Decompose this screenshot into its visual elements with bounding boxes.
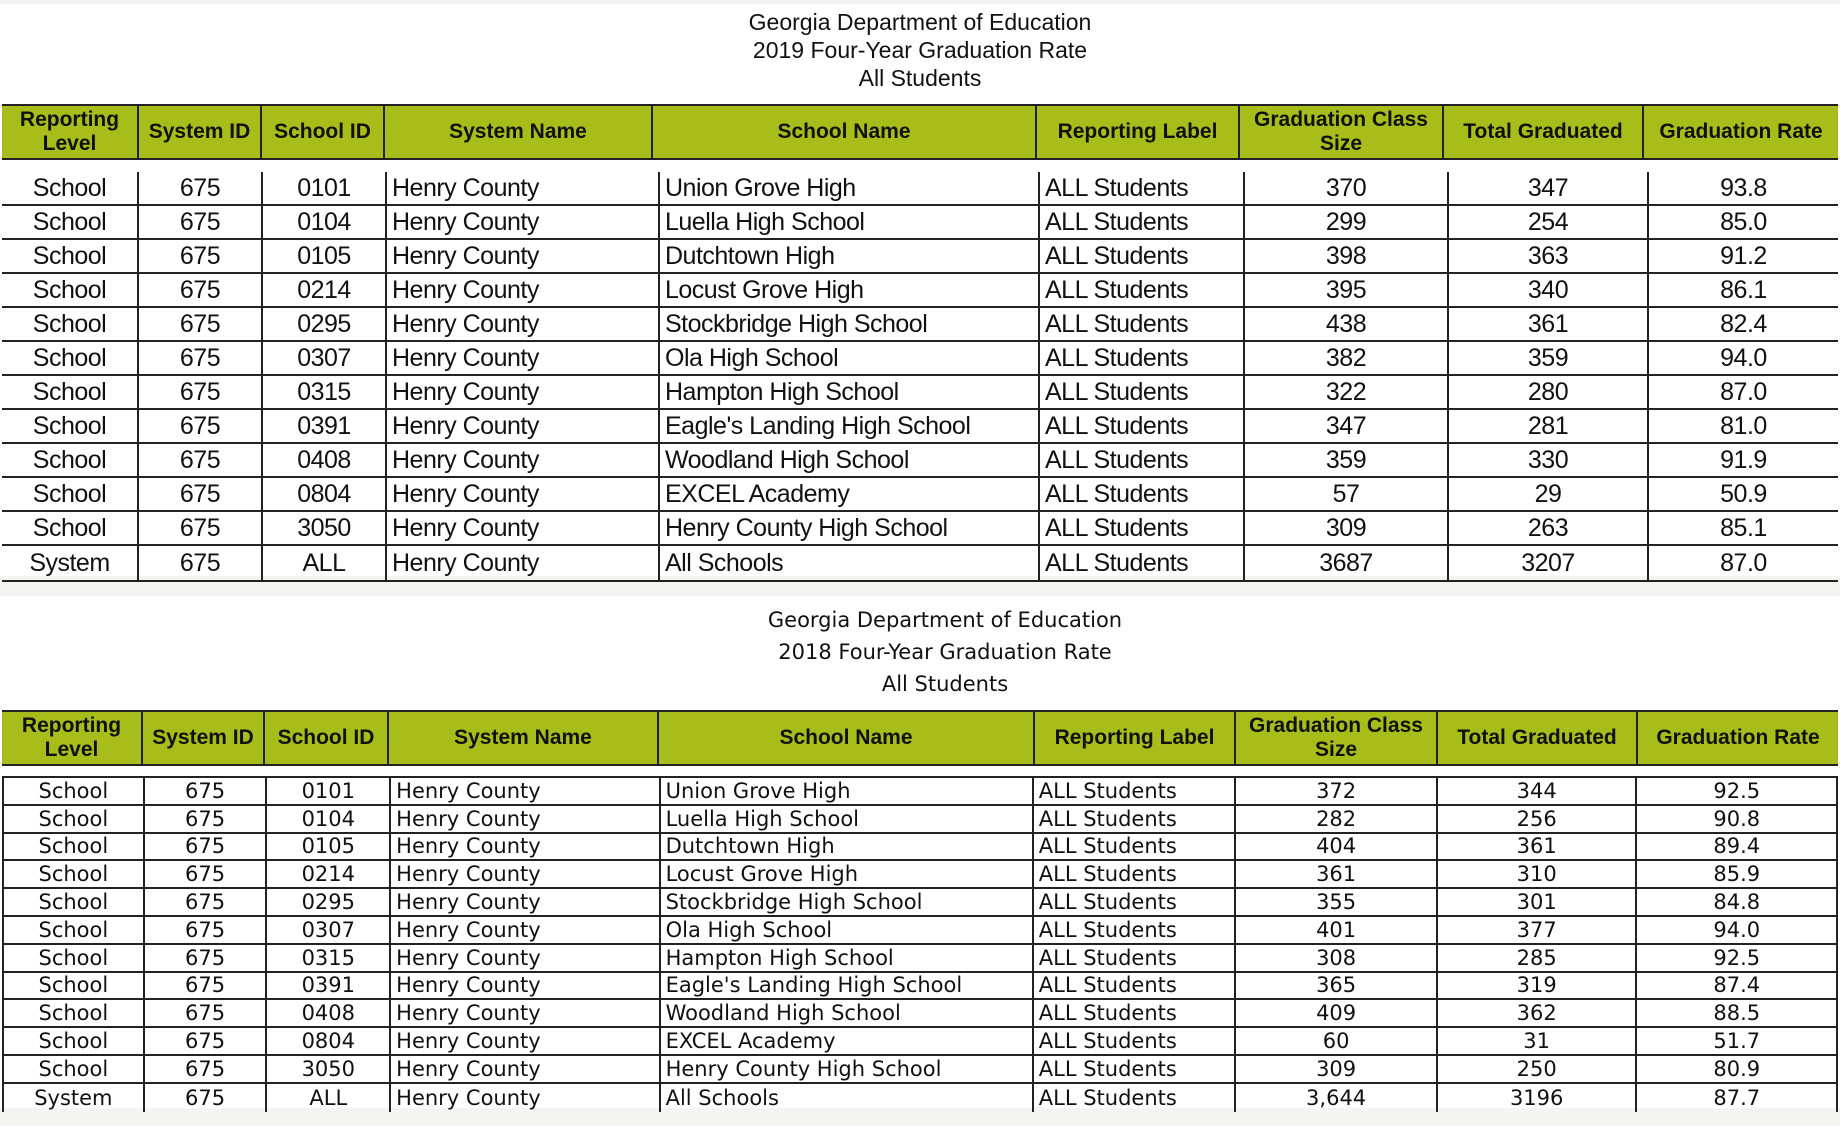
cell-school-id: 0105 [263,240,387,272]
cell-school-id: ALL [263,546,387,580]
cell-school-name: Stockbridge High School [660,308,1040,340]
cell-reporting-level: School [4,917,145,943]
cell-school-id: 0214 [263,274,387,306]
cell-reporting-level: School [2,308,139,340]
cell-school-name: Henry County High School [661,1056,1034,1082]
cell-school-name: Dutchtown High [661,834,1034,860]
cell-school-id: 0804 [267,1028,391,1054]
table-row [2,444,1838,478]
cell-system-id: 675 [145,973,268,999]
cell-graduation-rate: 86.1 [1720,275,1767,304]
cell-total-graduated: 263 [1449,512,1649,544]
cell-system-id: 675 [145,1000,268,1026]
cell-graduation-class-size: 309 [1245,512,1449,544]
table-row [2,240,1838,274]
table-row [4,806,1836,834]
cell-graduation-rate: 87.7 [1713,1085,1761,1110]
cell-school-name: Hampton High School [661,945,1034,971]
table-row [4,945,1836,973]
cell-graduation-class-size: 3,644 [1236,1084,1438,1112]
table-title-2018 [0,604,1840,700]
cell-graduation-class-size: 395 [1245,274,1449,306]
cell-school-id: 0315 [263,376,387,408]
cell-school-name: EXCEL Academy [661,1028,1034,1054]
cell-reporting-level: School [2,376,139,408]
cell-system-name: Henry County [391,917,660,943]
cell-system-id: 675 [139,376,263,408]
cell-system-name: Henry County [391,945,660,971]
column-header-school-id: School ID [262,106,385,158]
cell-system-id: 675 [145,806,268,832]
cell-graduation-class-size: 359 [1245,444,1449,476]
cell-reporting-level: School [2,410,139,442]
table-body [2,776,1838,1112]
cell-system-id: 675 [145,945,268,971]
header-row [2,104,1838,160]
cell-graduation-rate: 87.0 [1720,548,1767,577]
table-row [4,917,1836,945]
cell-reporting-level: System [2,546,139,580]
cell-school-name: Stockbridge High School [661,889,1034,915]
header-row [2,710,1838,766]
cell-reporting-label: ALL Students [1040,478,1245,510]
cell-graduation-rate: 94.0 [1720,343,1767,372]
cell-school-name: Hampton High School [660,376,1040,408]
cell-school-id: 0804 [263,478,387,510]
table-row [2,478,1838,512]
cell-total-graduated: 285 [1438,945,1638,971]
cell-total-graduated: 361 [1438,834,1638,860]
cell-system-name: Henry County [391,861,660,887]
cell-system-name: Henry County [387,274,660,306]
cell-total-graduated: 3196 [1438,1084,1638,1112]
cell-total-graduated: 281 [1449,410,1649,442]
cell-graduation-rate: 85.9 [1713,862,1761,887]
cell-graduation-class-size: 438 [1245,308,1449,340]
cell-reporting-level: School [4,834,145,860]
cell-reporting-label: ALL Students [1040,308,1245,340]
table-row [2,274,1838,308]
cell-graduation-class-size: 322 [1245,376,1449,408]
cell-school-name: Henry County High School [660,512,1040,544]
graduation-table-2018 [0,596,1840,1108]
cell-system-name: Henry County [387,444,660,476]
cell-system-id: 675 [145,1056,268,1082]
cell-reporting-level: School [4,973,145,999]
cell-reporting-label: ALL Students [1034,861,1237,887]
cell-system-id: 675 [145,1028,268,1054]
cell-total-graduated: 31 [1438,1028,1638,1054]
cell-total-graduated: 310 [1438,861,1638,887]
cell-graduation-class-size: 372 [1236,778,1438,804]
cell-school-id: 0105 [267,834,391,860]
cell-system-name: Henry County [387,376,660,408]
cell-total-graduated: 256 [1438,806,1638,832]
cell-school-id: 0295 [263,308,387,340]
cell-school-id: 0307 [263,342,387,374]
cell-graduation-class-size: 282 [1236,806,1438,832]
cell-reporting-level: School [4,889,145,915]
cell-system-name: Henry County [387,172,660,204]
cell-system-id: 675 [139,546,263,580]
cell-reporting-level: School [2,206,139,238]
cell-reporting-label: ALL Students [1040,240,1245,272]
cell-reporting-level: School [2,172,139,204]
cell-school-name: Union Grove High [661,778,1034,804]
cell-total-graduated: 363 [1449,240,1649,272]
column-header-school-name: School Name [659,712,1035,764]
table-row [4,1028,1836,1056]
cell-system-id: 675 [139,512,263,544]
cell-reporting-level: School [2,512,139,544]
cell-total-graduated: 377 [1438,917,1638,943]
cell-school-id: 3050 [263,512,387,544]
cell-graduation-rate: 89.4 [1713,834,1761,859]
cell-school-name: Ola High School [661,917,1034,943]
cell-graduation-rate: 87.4 [1713,973,1761,998]
cell-reporting-level: School [4,945,145,971]
cell-reporting-level: School [4,806,145,832]
cell-graduation-rate: 91.2 [1720,241,1767,270]
table-row [2,546,1838,580]
cell-system-name: Henry County [391,1084,660,1112]
cell-reporting-label: ALL Students [1034,1000,1237,1026]
table-body [2,172,1838,582]
cell-reporting-label: ALL Students [1040,172,1245,204]
cell-reporting-label: ALL Students [1034,1056,1237,1082]
cell-graduation-rate: 93.8 [1720,173,1767,202]
cell-system-name: Henry County [387,478,660,510]
cell-graduation-rate: 81.0 [1720,411,1767,440]
cell-school-id: 0315 [267,945,391,971]
cell-reporting-label: ALL Students [1034,917,1237,943]
table-row [4,778,1836,806]
cell-system-name: Henry County [387,410,660,442]
cell-school-id: 0307 [267,917,391,943]
cell-reporting-label: ALL Students [1040,274,1245,306]
cell-graduation-rate: 92.5 [1713,945,1761,970]
column-header-graduation-rate: Graduation Rate [1656,726,1820,749]
cell-system-id: 675 [145,889,268,915]
cell-total-graduated: 280 [1449,376,1649,408]
cell-school-id: 0104 [263,206,387,238]
cell-school-name: Luella High School [661,806,1034,832]
cell-graduation-class-size: 308 [1236,945,1438,971]
cell-system-id: 675 [139,410,263,442]
cell-reporting-level: School [4,1056,145,1082]
cell-school-name: All Schools [661,1084,1034,1112]
cell-graduation-class-size: 57 [1245,478,1449,510]
cell-total-graduated: 347 [1449,172,1649,204]
cell-reporting-label: ALL Students [1034,889,1237,915]
cell-total-graduated: 3207 [1449,546,1649,580]
cell-reporting-label: ALL Students [1034,973,1237,999]
table-row [2,206,1838,240]
cell-graduation-class-size: 365 [1236,973,1438,999]
cell-total-graduated: 361 [1449,308,1649,340]
cell-school-id: 0408 [267,1000,391,1026]
cell-school-id: 0104 [267,806,391,832]
cell-graduation-class-size: 409 [1236,1000,1438,1026]
table-row [4,861,1836,889]
cell-graduation-rate: 85.1 [1720,513,1767,542]
cell-system-name: Henry County [387,512,660,544]
cell-system-name: Henry County [391,1056,660,1082]
table-title-2019 [0,8,1840,92]
cell-reporting-level: School [2,444,139,476]
table-row [4,1084,1836,1112]
table-row [2,172,1838,206]
column-header-reporting-level: Reporting Level [2,106,139,158]
cell-school-name: Eagle's Landing High School [661,973,1034,999]
cell-system-id: 675 [145,917,268,943]
cell-total-graduated: 254 [1449,206,1649,238]
title-line: 2018 Four-Year Graduation Rate [778,640,1112,664]
title-line: Georgia Department of Education [748,9,1092,35]
cell-reporting-label: ALL Students [1040,546,1245,580]
cell-school-name: All Schools [660,546,1040,580]
cell-graduation-class-size: 355 [1236,889,1438,915]
cell-graduation-rate: 51.7 [1713,1029,1761,1054]
cell-system-name: Henry County [387,342,660,374]
column-header-reporting-label: Reporting Label [1035,712,1236,764]
column-header-total-graduated: Total Graduated [1444,106,1644,158]
cell-school-id: ALL [267,1084,391,1112]
cell-school-name: Union Grove High [660,172,1040,204]
cell-graduation-class-size: 370 [1245,172,1449,204]
column-header-graduation-class-size: Graduation Class Size [1236,712,1438,764]
cell-graduation-class-size: 398 [1245,240,1449,272]
cell-total-graduated: 362 [1438,1000,1638,1026]
column-header-system-id: System ID [139,106,262,158]
cell-school-name: Woodland High School [660,444,1040,476]
cell-graduation-class-size: 3687 [1245,546,1449,580]
cell-graduation-class-size: 361 [1236,861,1438,887]
cell-reporting-level: School [2,478,139,510]
title-line: 2019 Four-Year Graduation Rate [752,37,1088,63]
title-line: Georgia Department of Education [767,608,1123,632]
cell-system-name: Henry County [387,206,660,238]
cell-reporting-level: School [2,240,139,272]
column-header-graduation-rate: Graduation Rate [1659,120,1823,143]
cell-total-graduated: 319 [1438,973,1638,999]
cell-school-name: Locust Grove High [661,861,1034,887]
cell-total-graduated: 250 [1438,1056,1638,1082]
cell-school-id: 0101 [267,778,391,804]
column-header-reporting-label: Reporting Label [1037,106,1240,158]
cell-school-id: 0408 [263,444,387,476]
cell-system-name: Henry County [387,240,660,272]
cell-school-id: 0391 [267,973,391,999]
cell-reporting-label: ALL Students [1040,342,1245,374]
cell-system-name: Henry County [391,1028,660,1054]
column-header-system-name: System Name [385,106,653,158]
cell-school-name: Eagle's Landing High School [660,410,1040,442]
table-row [2,376,1838,410]
cell-school-id: 0391 [263,410,387,442]
cell-reporting-label: ALL Students [1034,834,1237,860]
cell-total-graduated: 29 [1449,478,1649,510]
cell-reporting-label: ALL Students [1034,806,1237,832]
cell-system-id: 675 [139,206,263,238]
cell-graduation-class-size: 309 [1236,1056,1438,1082]
table-row [2,512,1838,546]
cell-reporting-label: ALL Students [1034,1028,1237,1054]
cell-reporting-label: ALL Students [1034,1084,1237,1112]
cell-system-id: 675 [145,1084,268,1112]
cell-graduation-rate: 90.8 [1713,806,1761,831]
cell-reporting-label: ALL Students [1040,512,1245,544]
table-row [4,973,1836,1001]
cell-reporting-label: ALL Students [1034,778,1237,804]
cell-reporting-level: School [4,778,145,804]
cell-reporting-level: School [2,342,139,374]
cell-school-name: Ola High School [660,342,1040,374]
cell-graduation-rate: 80.9 [1713,1056,1761,1081]
cell-graduation-rate: 94.0 [1713,917,1761,942]
cell-graduation-rate: 85.0 [1720,207,1767,236]
cell-reporting-level: School [4,861,145,887]
cell-school-name: Dutchtown High [660,240,1040,272]
cell-system-id: 675 [139,478,263,510]
cell-system-name: Henry County [387,308,660,340]
cell-school-id: 0214 [267,861,391,887]
title-line: All Students [881,672,1009,696]
cell-reporting-level: School [2,274,139,306]
cell-graduation-class-size: 347 [1245,410,1449,442]
table-row [4,889,1836,917]
cell-graduation-class-size: 299 [1245,206,1449,238]
cell-graduation-class-size: 401 [1236,917,1438,943]
table-row [4,834,1836,862]
cell-total-graduated: 344 [1438,778,1638,804]
cell-school-id: 3050 [267,1056,391,1082]
column-header-school-name: School Name [653,106,1037,158]
cell-school-id: 0101 [263,172,387,204]
cell-reporting-label: ALL Students [1040,410,1245,442]
cell-reporting-level: System [4,1084,145,1112]
cell-system-id: 675 [145,778,268,804]
cell-graduation-class-size: 382 [1245,342,1449,374]
column-header-system-id: System ID [143,712,265,764]
cell-total-graduated: 330 [1449,444,1649,476]
cell-system-name: Henry County [391,889,660,915]
cell-graduation-rate: 91.9 [1720,445,1767,474]
cell-system-name: Henry County [391,973,660,999]
cell-school-name: EXCEL Academy [660,478,1040,510]
column-header-system-name: System Name [389,712,659,764]
cell-total-graduated: 340 [1449,274,1649,306]
cell-system-id: 675 [145,861,268,887]
column-header-school-id: School ID [265,712,389,764]
cell-system-id: 675 [139,308,263,340]
cell-graduation-class-size: 404 [1236,834,1438,860]
cell-system-name: Henry County [387,546,660,580]
cell-graduation-rate: 50.9 [1720,479,1767,508]
table-row [2,410,1838,444]
cell-system-id: 675 [139,444,263,476]
cell-graduation-rate: 92.5 [1713,778,1761,803]
column-header-total-graduated: Total Graduated [1438,712,1638,764]
cell-reporting-level: School [4,1000,145,1026]
table-row [2,308,1838,342]
column-header-graduation-class-size: Graduation Class Size [1240,106,1444,158]
cell-system-id: 675 [139,342,263,374]
cell-graduation-rate: 84.8 [1713,890,1761,915]
cell-system-name: Henry County [391,1000,660,1026]
cell-school-id: 0295 [267,889,391,915]
cell-system-id: 675 [139,240,263,272]
table-row [2,342,1838,376]
title-line: All Students [858,65,982,91]
cell-reporting-label: ALL Students [1040,444,1245,476]
cell-system-id: 675 [145,834,268,860]
cell-system-id: 675 [139,172,263,204]
column-header-reporting-level: Reporting Level [2,712,143,764]
cell-graduation-class-size: 60 [1236,1028,1438,1054]
cell-school-name: Locust Grove High [660,274,1040,306]
cell-reporting-level: School [4,1028,145,1054]
cell-system-name: Henry County [391,806,660,832]
cell-reporting-label: ALL Students [1040,376,1245,408]
cell-graduation-rate: 88.5 [1713,1001,1761,1026]
cell-school-name: Woodland High School [661,1000,1034,1026]
graduation-table-2019 [0,4,1840,576]
table-row [4,1056,1836,1084]
cell-system-id: 675 [139,274,263,306]
cell-system-name: Henry County [391,834,660,860]
cell-system-name: Henry County [391,778,660,804]
cell-graduation-rate: 82.4 [1720,309,1767,338]
table-row [4,1000,1836,1028]
cell-total-graduated: 359 [1449,342,1649,374]
cell-reporting-label: ALL Students [1034,945,1237,971]
cell-total-graduated: 301 [1438,889,1638,915]
cell-school-name: Luella High School [660,206,1040,238]
cell-graduation-rate: 87.0 [1720,377,1767,406]
cell-reporting-label: ALL Students [1040,206,1245,238]
